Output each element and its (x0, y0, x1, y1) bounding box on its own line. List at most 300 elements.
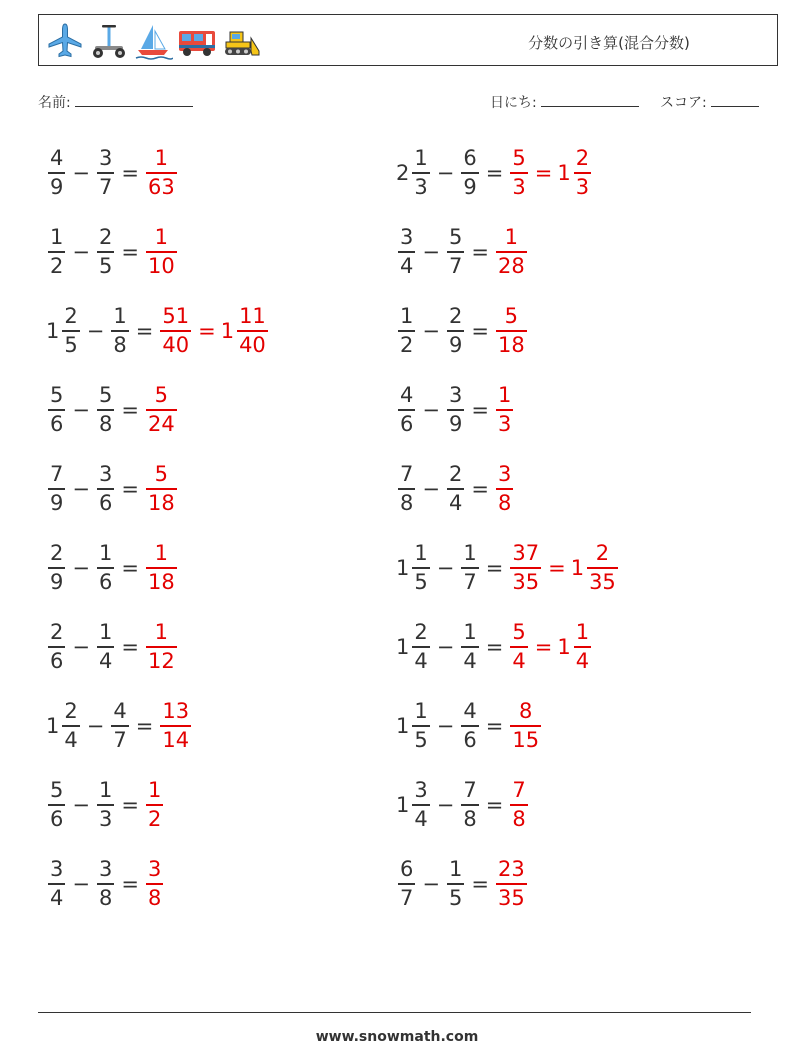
minus-sign: − (436, 714, 455, 738)
first-fraction (412, 780, 429, 830)
equals-sign: = (121, 477, 139, 501)
denominator: 6 (50, 648, 64, 673)
denominator: 4 (575, 648, 590, 673)
answer (508, 622, 593, 672)
answer-fraction (510, 780, 527, 830)
first-fraction (412, 148, 429, 198)
answer (144, 780, 165, 830)
equals-sign: = (121, 240, 139, 264)
answer-whole-number: 1 (570, 556, 585, 580)
numerator: 3 (497, 462, 512, 487)
name-label: 名前: (38, 95, 71, 111)
equals-sign: = (485, 793, 504, 817)
second-fraction (97, 464, 114, 514)
denominator: 63 (147, 174, 175, 199)
numerator: 1 (463, 541, 477, 566)
numerator: 2 (575, 146, 590, 171)
minus-sign: − (72, 477, 90, 501)
first-fraction (412, 622, 429, 672)
second-fraction (111, 701, 128, 751)
numerator: 1 (98, 778, 113, 803)
second-fraction (461, 622, 478, 672)
answer-mixed-fraction (574, 148, 591, 198)
denominator: 9 (50, 569, 64, 594)
problem-11 (46, 538, 179, 598)
answer-equals-sign: = (198, 319, 216, 343)
first-fraction (48, 227, 65, 277)
denominator: 2 (400, 332, 414, 357)
numerator: 4 (113, 699, 127, 724)
first-fraction (48, 622, 65, 672)
problem-10 (396, 459, 515, 519)
numerator: 1 (154, 146, 169, 171)
denominator: 4 (400, 253, 414, 278)
answer (144, 385, 179, 435)
answer-fraction (146, 859, 163, 909)
denominator: 35 (512, 569, 540, 594)
denominator: 6 (98, 490, 113, 515)
equals-sign: = (471, 240, 489, 264)
second-fraction (447, 464, 464, 514)
second-fraction (97, 227, 114, 277)
denominator: 7 (448, 253, 463, 278)
whole-number: 1 (396, 556, 410, 580)
equals-sign: = (471, 319, 489, 343)
first-fraction (48, 148, 65, 198)
denominator: 7 (113, 727, 127, 752)
numerator: 5 (504, 304, 519, 329)
answer (144, 859, 165, 909)
answer-fraction (510, 148, 527, 198)
answer (494, 306, 529, 356)
second-fraction (97, 622, 114, 672)
numerator: 1 (463, 620, 477, 645)
first-fraction (398, 385, 415, 435)
answer-mixed-fraction (237, 306, 268, 356)
date-field (490, 92, 639, 112)
denominator: 18 (147, 569, 175, 594)
numerator: 5 (50, 383, 64, 408)
denominator: 3 (512, 174, 526, 199)
denominator: 18 (147, 490, 175, 515)
numerator: 37 (512, 541, 540, 566)
numerator: 5 (98, 383, 113, 408)
numerator: 2 (448, 462, 463, 487)
answer-fraction (160, 306, 191, 356)
denominator: 14 (162, 727, 190, 752)
numerator: 1 (154, 225, 169, 250)
denominator: 5 (414, 727, 428, 752)
denominator: 8 (98, 411, 113, 436)
numerator: 3 (448, 383, 463, 408)
numerator: 2 (64, 699, 78, 724)
answer-whole-number: 1 (220, 319, 235, 343)
denominator: 5 (448, 885, 463, 910)
numerator: 5 (50, 778, 64, 803)
answer-fraction (146, 543, 177, 593)
score-field (660, 92, 759, 112)
footer-divider (38, 1012, 751, 1013)
problem-6 (396, 301, 529, 361)
answer-whole-number: 1 (557, 161, 571, 185)
denominator: 18 (497, 332, 525, 357)
equals-sign: = (121, 398, 139, 422)
equals-sign: = (485, 161, 504, 185)
answer-mixed-number (571, 543, 620, 593)
second-fraction (97, 148, 114, 198)
numerator: 1 (448, 857, 463, 882)
denominator: 15 (512, 727, 540, 752)
problem-19 (46, 854, 165, 914)
answer (508, 148, 593, 198)
answer-fraction (146, 385, 177, 435)
answer-fraction (146, 622, 177, 672)
equals-sign: = (121, 793, 139, 817)
minus-sign: − (422, 398, 440, 422)
problem-15 (46, 696, 193, 756)
numerator: 6 (463, 146, 477, 171)
denominator: 9 (463, 174, 477, 199)
numerator: 5 (154, 383, 169, 408)
denominator: 35 (497, 885, 525, 910)
numerator: 2 (50, 541, 64, 566)
first-fraction (398, 227, 415, 277)
first-fraction (48, 464, 65, 514)
answer-fraction (146, 780, 163, 830)
airplane-icon (45, 21, 85, 61)
first-fraction (48, 780, 65, 830)
minus-sign: − (72, 556, 90, 580)
second-fraction (97, 543, 114, 593)
problem-2 (396, 143, 593, 203)
minus-sign: − (436, 556, 455, 580)
answer (158, 701, 193, 751)
numerator: 4 (400, 383, 414, 408)
bulldozer-icon (221, 21, 261, 61)
numerator: 7 (400, 462, 414, 487)
denominator: 4 (50, 885, 64, 910)
numerator: 1 (414, 699, 428, 724)
denominator: 9 (448, 332, 463, 357)
denominator: 4 (414, 648, 428, 673)
numerator: 5 (512, 146, 526, 171)
numerator: 7 (463, 778, 477, 803)
problem-9 (46, 459, 179, 519)
problem-1 (46, 143, 179, 203)
numerator: 7 (512, 778, 526, 803)
second-fraction (97, 859, 114, 909)
problem-12 (396, 538, 620, 598)
name-blank[interactable] (75, 92, 193, 107)
first-fraction (412, 543, 429, 593)
denominator: 4 (98, 648, 113, 673)
denominator: 7 (463, 569, 477, 594)
answer-fraction (146, 227, 177, 277)
second-fraction (447, 227, 464, 277)
numerator: 7 (50, 462, 64, 487)
answer (144, 148, 179, 198)
minus-sign: − (72, 635, 90, 659)
score-blank[interactable] (711, 92, 759, 107)
numerator: 1 (504, 225, 519, 250)
answer (144, 464, 179, 514)
whole-number: 1 (396, 793, 410, 817)
denominator: 6 (50, 411, 64, 436)
denominator: 2 (50, 253, 64, 278)
minus-sign: − (72, 398, 90, 422)
numerator: 2 (595, 541, 610, 566)
denominator: 35 (589, 569, 616, 594)
answer (144, 622, 179, 672)
numerator: 2 (98, 225, 113, 250)
equals-sign: = (471, 398, 489, 422)
equals-sign: = (485, 635, 504, 659)
equals-sign: = (485, 556, 504, 580)
answer-fraction (510, 543, 541, 593)
answer (494, 859, 529, 909)
denominator: 40 (162, 332, 190, 357)
denominator: 12 (147, 648, 175, 673)
date-label: 日にち: (490, 95, 537, 111)
first-fraction (62, 306, 79, 356)
numerator: 1 (414, 146, 428, 171)
numerator: 3 (98, 857, 113, 882)
denominator: 3 (98, 806, 113, 831)
first-fraction (48, 859, 65, 909)
equals-sign: = (121, 161, 139, 185)
denominator: 10 (147, 253, 175, 278)
numerator: 23 (497, 857, 525, 882)
denominator: 4 (512, 648, 526, 673)
answer (508, 780, 529, 830)
name-field (38, 92, 193, 112)
numerator: 13 (162, 699, 190, 724)
numerator: 3 (147, 857, 162, 882)
denominator: 28 (497, 253, 525, 278)
numerator: 2 (414, 620, 428, 645)
equals-sign: = (121, 635, 139, 659)
answer-fraction (496, 227, 527, 277)
denominator: 2 (147, 806, 162, 831)
answer (508, 543, 619, 593)
numerator: 11 (239, 304, 266, 329)
denominator: 6 (400, 411, 414, 436)
problem-16 (396, 696, 543, 756)
numerator: 5 (448, 225, 463, 250)
problem-18 (396, 775, 530, 835)
problem-5 (46, 301, 270, 361)
answer-equals-sign: = (534, 635, 553, 659)
problem-3 (46, 222, 179, 282)
equals-sign: = (135, 714, 154, 738)
first-fraction (398, 306, 415, 356)
second-fraction (111, 306, 128, 356)
answer-whole-number: 1 (557, 635, 571, 659)
whole-number: 1 (46, 714, 60, 738)
numerator: 3 (98, 462, 113, 487)
denominator: 3 (575, 174, 590, 199)
denominator: 5 (414, 569, 428, 594)
denominator: 40 (239, 332, 266, 357)
denominator: 6 (98, 569, 113, 594)
answer-fraction (146, 464, 177, 514)
denominator: 9 (50, 174, 64, 199)
equals-sign: = (471, 872, 489, 896)
numerator: 1 (154, 541, 169, 566)
numerator: 5 (154, 462, 169, 487)
numerator: 8 (519, 699, 533, 724)
answer-mixed-fraction (587, 543, 618, 593)
numerator: 2 (50, 620, 64, 645)
answer-mixed-number (557, 622, 593, 672)
first-fraction (48, 543, 65, 593)
numerator: 1 (50, 225, 64, 250)
numerator: 5 (512, 620, 526, 645)
denominator: 3 (414, 174, 428, 199)
numerator: 6 (400, 857, 414, 882)
numerator: 1 (400, 304, 414, 329)
numerator: 1 (147, 778, 162, 803)
first-fraction (62, 701, 79, 751)
equals-sign: = (135, 319, 154, 343)
second-fraction (461, 701, 478, 751)
denominator: 4 (414, 806, 428, 831)
minus-sign: − (72, 240, 90, 264)
worksheet-header (38, 14, 778, 66)
second-fraction (97, 385, 114, 435)
answer-mixed-fraction (574, 622, 591, 672)
whole-number: 2 (396, 161, 410, 185)
sailboat-icon (133, 21, 173, 61)
denominator: 8 (147, 885, 162, 910)
problem-17 (46, 775, 165, 835)
answer-mixed-number (557, 148, 593, 198)
denominator: 4 (463, 648, 477, 673)
denominator: 8 (113, 332, 127, 357)
second-fraction (97, 780, 114, 830)
problem-7 (46, 380, 179, 440)
numerator: 51 (162, 304, 190, 329)
answer (158, 306, 269, 356)
answer-fraction (496, 306, 527, 356)
second-fraction (461, 780, 478, 830)
denominator: 9 (448, 411, 463, 436)
second-fraction (447, 306, 464, 356)
answer (494, 227, 529, 277)
numerator: 1 (113, 304, 127, 329)
numerator: 1 (575, 620, 590, 645)
answer-fraction (496, 385, 513, 435)
date-blank[interactable] (541, 92, 639, 107)
first-fraction (412, 701, 429, 751)
denominator: 4 (448, 490, 463, 515)
numerator: 4 (50, 146, 64, 171)
whole-number: 1 (46, 319, 60, 343)
answer-fraction (160, 701, 191, 751)
numerator: 1 (497, 383, 512, 408)
denominator: 9 (50, 490, 64, 515)
answer-fraction (510, 622, 527, 672)
second-fraction (447, 859, 464, 909)
scooter-icon (89, 21, 129, 61)
minus-sign: − (422, 477, 440, 501)
answer-equals-sign: = (548, 556, 566, 580)
numerator: 1 (154, 620, 169, 645)
equals-sign: = (121, 872, 139, 896)
denominator: 5 (64, 332, 78, 357)
minus-sign: − (422, 240, 440, 264)
denominator: 7 (400, 885, 414, 910)
first-fraction (48, 385, 65, 435)
numerator: 3 (50, 857, 64, 882)
equals-sign: = (485, 714, 504, 738)
minus-sign: − (422, 319, 440, 343)
denominator: 8 (512, 806, 526, 831)
problem-14 (396, 617, 593, 677)
denominator: 8 (400, 490, 414, 515)
denominator: 8 (497, 490, 512, 515)
answer-mixed-number (221, 306, 270, 356)
answer (508, 701, 543, 751)
answer (494, 385, 515, 435)
icon-strip (45, 21, 261, 61)
answer-fraction (146, 148, 177, 198)
minus-sign: − (436, 161, 455, 185)
problem-8 (396, 380, 515, 440)
first-fraction (398, 859, 415, 909)
denominator: 4 (64, 727, 78, 752)
answer-fraction (496, 859, 527, 909)
denominator: 7 (98, 174, 113, 199)
whole-number: 1 (396, 714, 410, 738)
minus-sign: − (72, 793, 90, 817)
denominator: 24 (147, 411, 175, 436)
minus-sign: − (86, 714, 105, 738)
numerator: 1 (98, 620, 113, 645)
minus-sign: − (436, 793, 455, 817)
answer (144, 227, 179, 277)
numerator: 1 (98, 541, 113, 566)
numerator: 3 (400, 225, 414, 250)
second-fraction (447, 385, 464, 435)
minus-sign: − (86, 319, 105, 343)
answer-fraction (496, 464, 513, 514)
denominator: 8 (98, 885, 113, 910)
second-fraction (461, 543, 478, 593)
denominator: 3 (497, 411, 512, 436)
numerator: 2 (64, 304, 78, 329)
answer (494, 464, 515, 514)
first-fraction (398, 464, 415, 514)
numerator: 1 (414, 541, 428, 566)
equals-sign: = (121, 556, 139, 580)
whole-number: 1 (396, 635, 410, 659)
second-fraction (461, 148, 478, 198)
minus-sign: − (72, 161, 90, 185)
minus-sign: − (72, 872, 90, 896)
answer (144, 543, 179, 593)
problem-20 (396, 854, 529, 914)
camper-van-icon (177, 21, 217, 61)
score-label: スコア: (660, 95, 707, 111)
numerator: 4 (463, 699, 477, 724)
footer-url: www.snowmath.com (315, 1029, 479, 1045)
minus-sign: − (422, 872, 440, 896)
minus-sign: − (436, 635, 455, 659)
denominator: 5 (98, 253, 113, 278)
equals-sign: = (471, 477, 489, 501)
answer-equals-sign: = (534, 161, 553, 185)
